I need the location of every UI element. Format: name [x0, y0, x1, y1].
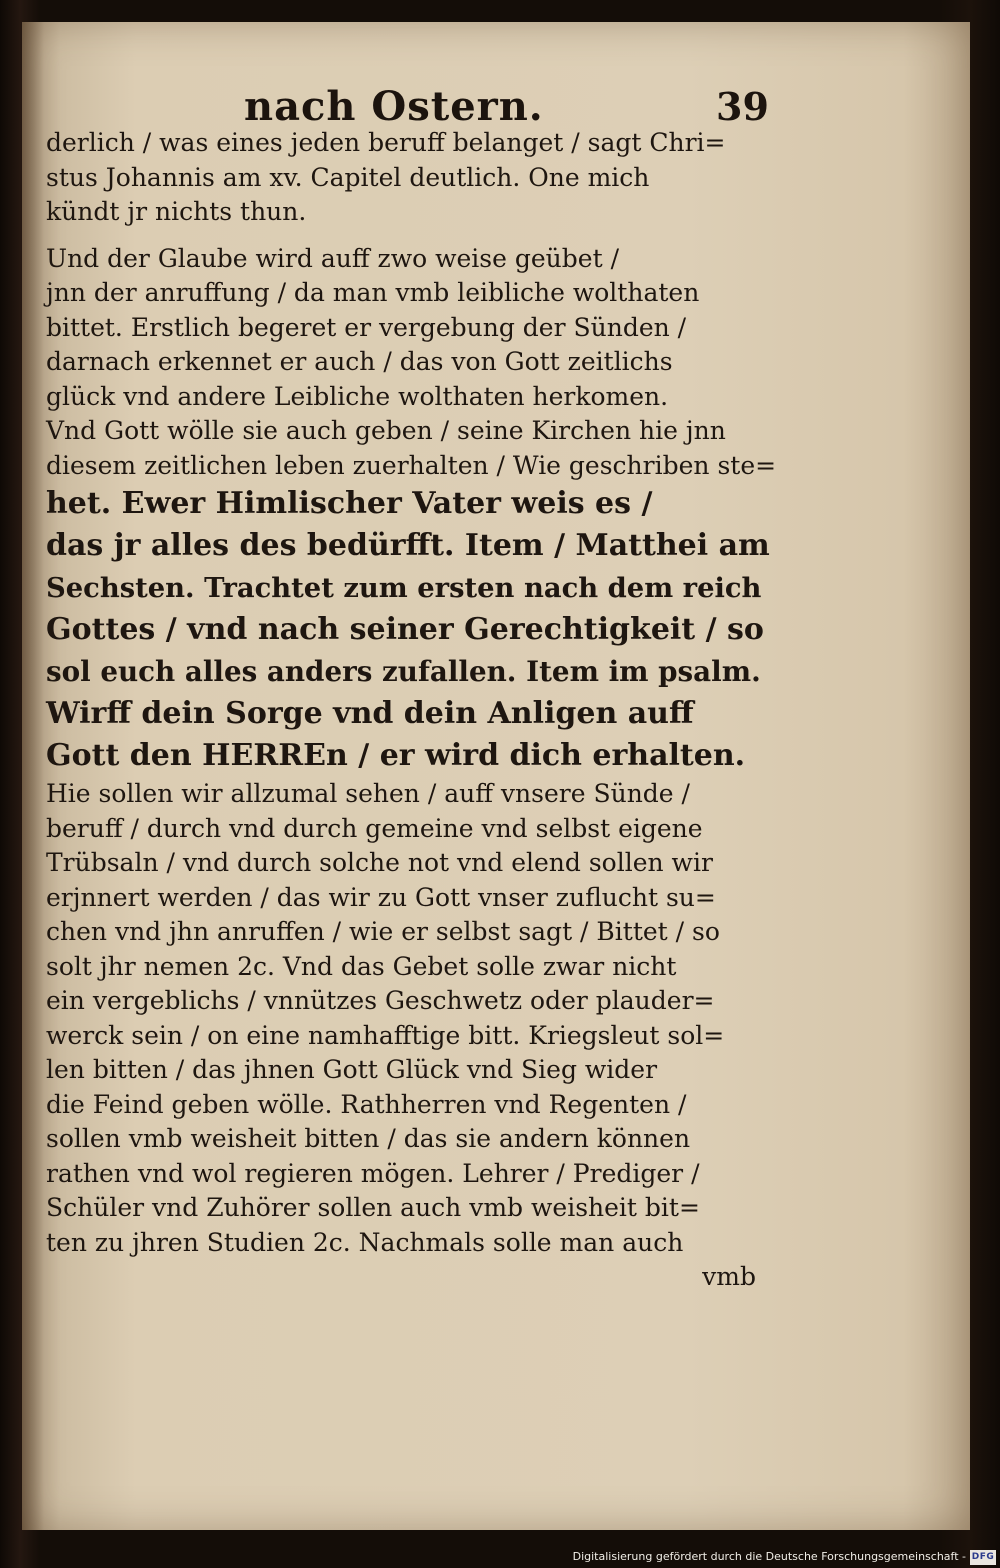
text-line: sollen vmb weisheit bitten / das sie andern können — [46, 1124, 691, 1153]
text-line: Gott den HERREn / er wird dich erhalten. — [46, 738, 746, 773]
text-line: bittet. Erstlich begeret er vergebung der Sünden / — [46, 312, 687, 342]
text-line: Trübsaln / vnd durch solche not vnd elend sollen wir — [46, 848, 713, 877]
funding-credit: Digitalisierung gefördert durch die Deutsche Forschungsgemeinschaft - — [572, 1550, 966, 1563]
text-line: jnn der anruffung / da man vmb leibliche wolthaten — [46, 278, 700, 307]
text-line: Wirff dein Sorge vnd dein Anligen auff — [46, 696, 694, 731]
catchword: vmb — [702, 1262, 756, 1291]
text-line: solt jhr nemen 2c. Vnd das Gebet solle zwar nicht — [46, 951, 677, 981]
text-line: ten zu jhren Studien 2c. Nachmals solle man auch — [46, 1227, 684, 1257]
text-line: Vnd Gott wölle sie auch geben / seine Kirchen hie jnn — [46, 416, 726, 445]
text-line: Und der Glaube wird auff zwo weise geübet / — [46, 243, 619, 273]
text-line: Hie sollen wir allzumal sehen / auff vnsere Sünde / — [46, 779, 690, 808]
text-line: die Feind geben wölle. Rathherren vnd Regenten / — [46, 1089, 687, 1119]
text-line: chen vnd jhn anruffen / wie er selbst sagt / Bittet / so — [46, 917, 720, 946]
text-line: ein vergeblichs / vnnützes Geschwetz oder plauder= — [46, 986, 715, 1015]
text-line: Sechsten. Trachtet zum ersten nach dem reich — [46, 572, 762, 604]
text-line: Gottes / vnd nach seiner Gerechtigkeit / so — [46, 612, 764, 647]
text-line: rathen vnd wol regieren mögen. Lehrer / Prediger / — [46, 1158, 700, 1188]
text-line: beruff / durch vnd durch gemeine vnd selbst eigene — [46, 813, 703, 843]
dfg-logo: DFG — [970, 1550, 996, 1565]
running-head: nach Ostern. — [244, 83, 544, 130]
footer-strip — [0, 1546, 1000, 1568]
text-line: werck sein / on eine namhafftige bitt. Kriegsleut sol= — [46, 1020, 725, 1050]
text-line: das jr alles des bedürfft. Item / Matthei am — [46, 528, 770, 563]
text-line: len bitten / das jhnen Gott Glück vnd Sieg wider — [46, 1055, 658, 1084]
body-text — [46, 126, 776, 1295]
text-line: erjnnert werden / das wir zu Gott vnser zuflucht su= — [46, 882, 716, 912]
text-line: het. Ewer Himlischer Vater weis es / — [46, 486, 653, 521]
page-number: 39 — [716, 84, 769, 129]
text-line: derlich / was eines jeden beruff belanget / sagt Chri= — [46, 128, 726, 157]
text-line: diesem zeitlichen leben zuerhalten / Wie geschriben ste= — [46, 450, 777, 480]
text-line: sol euch alles anders zufallen. Item im psalm. — [46, 655, 761, 688]
text-line: kündt jr nichts thun. — [46, 197, 307, 226]
text-line: darnach erkennet er auch / das von Gott zeitlichs — [46, 347, 673, 376]
book-page — [22, 22, 970, 1530]
text-line: stus Johannis am xv. Capitel deutlich. One mich — [46, 162, 650, 192]
text-line: Schüler vnd Zuhörer sollen auch vmb weisheit bit= — [46, 1193, 700, 1222]
text-line: glück vnd andere Leibliche wolthaten herkomen. — [46, 381, 669, 411]
